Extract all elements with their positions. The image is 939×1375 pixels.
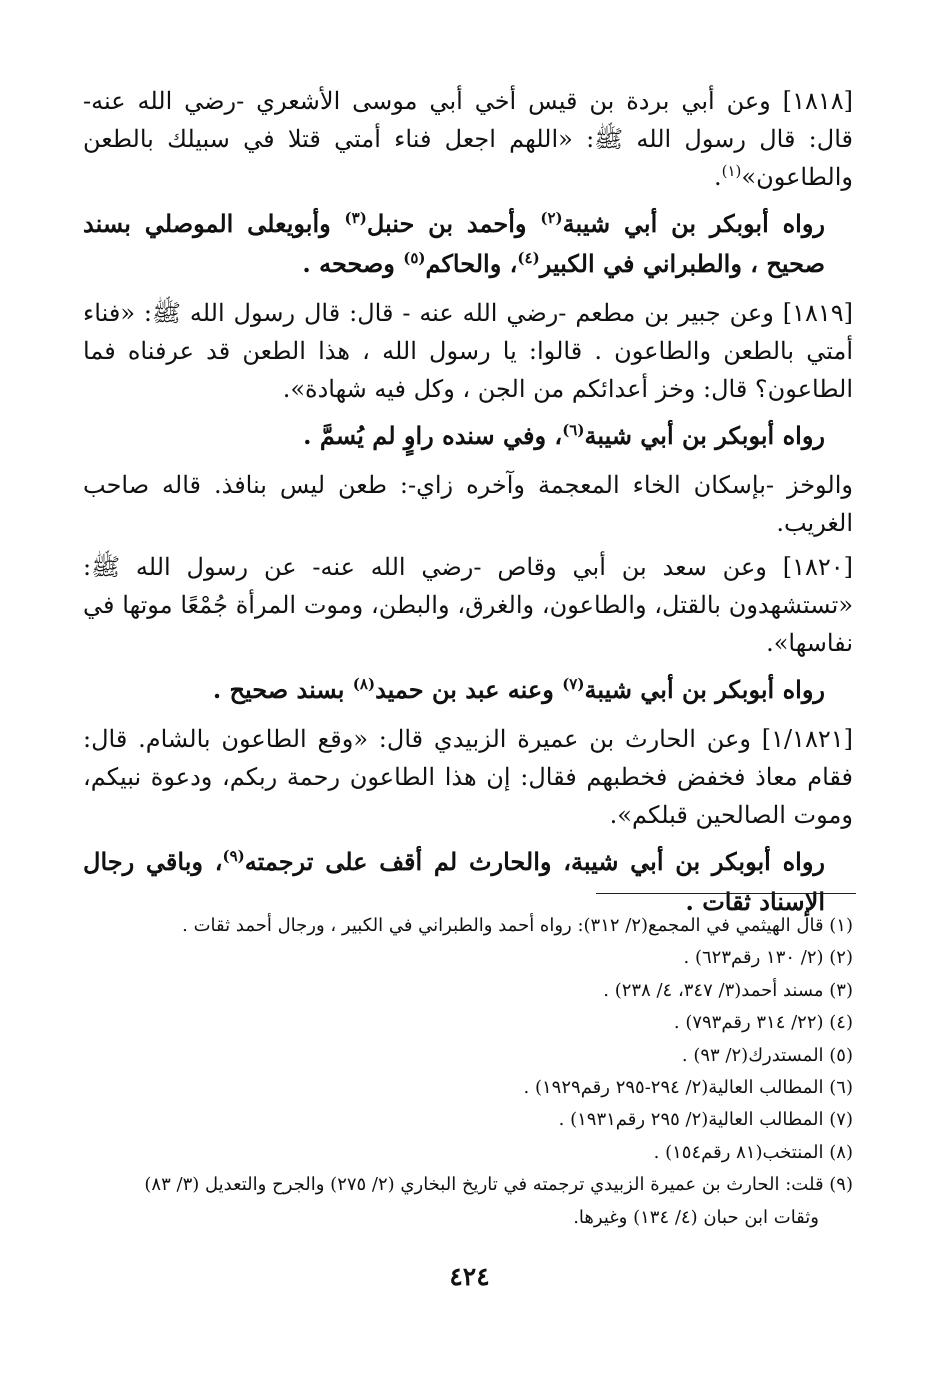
hadith-1818-end: . <box>713 163 722 191</box>
narration-1819 <box>83 416 853 456</box>
footnote-ref-1: (١) <box>721 162 742 180</box>
footnote-7: (٧) المطالب العالية(٢/ ٢٩٥ رقم١٩٣١) . <box>558 1109 853 1131</box>
narration-1818-part-e: وصححه . <box>302 249 404 278</box>
narration-1818-part-a: رواه أبوبكر بن أبي شيبة <box>562 209 826 238</box>
footnote-ref-6: (٦) <box>562 421 585 439</box>
footnote-4: (٤) (٢٢/ ٣١٤ رقم٧٩٣) . <box>673 1012 853 1034</box>
page-number: ٤٢٤ <box>449 1262 490 1291</box>
narration-1818-part-b: وأحمد بن حنبل <box>366 209 541 238</box>
narration-1821-part-b: ، وباقي رجال الإسناد ثقات . <box>83 847 825 916</box>
hadith-1818 <box>83 82 853 196</box>
footnote-ref-2: (٢) <box>540 209 563 227</box>
footnote-ref-3: (٣) <box>344 209 367 227</box>
footnotes <box>83 910 853 1234</box>
narration-1818-part-c: وأبويعلى الموصلي بسند صحيح ، والطبراني في الكبير <box>83 209 825 278</box>
hadith-1820: [١٨٢٠] وعن سعد بن أبي وقاص -رضي الله عنه- عن رسول الله ﷺ: «تستشهدون بالقتل، والطاعون، والغرق، والبطن، وموت المرأة جُمْعًا موتها في نفاسها». <box>83 553 853 657</box>
footnote-8: (٨) المنتخب(٨١ رقم١٥٤) . <box>653 1141 853 1163</box>
footnote-2: (٢) (٢/ ١٣٠ رقم٦٢٣) . <box>683 947 853 969</box>
hadith-1818-text: [١٨١٨] وعن أبي بردة بن قيس أخي أبي موسى الأشعري -رضي الله عنه- قال: قال رسول الله ﷺ: «اللهم اجعل فناء أمتي قتلا في سبيلك بالطعن والطاعون» <box>83 87 853 191</box>
narration-1820-part-c: بسند صحيح . <box>212 675 353 704</box>
main-text <box>83 82 853 932</box>
wakhz-definition: والوخز -بإسكان الخاء المعجمة وآخره زاي-: طعن ليس بنافذ. قاله صاحب الغريب. <box>83 471 853 537</box>
narration-1820 <box>83 670 853 710</box>
narration-1819-part-a: رواه أبوبكر بن أبي شيبة <box>584 421 825 450</box>
narration-1821-part-a: رواه أبوبكر بن أبي شيبة، والحارث لم أقف على ترجمته <box>244 847 825 876</box>
footnote-separator <box>596 893 856 894</box>
narration-1820-part-b: وعنه عبد بن حميد <box>375 675 563 704</box>
footnote-5: (٥) المستدرك(٢/ ٩٣) . <box>681 1044 853 1066</box>
narration-1818-part-d: ، والحاكم <box>425 249 518 278</box>
footnote-3: (٣) مسند أحمد(٣/ ٣٤٧، ٤/ ٢٣٨) . <box>603 979 853 1001</box>
narration-1818 <box>83 204 853 284</box>
footnote-ref-7: (٧) <box>562 675 585 693</box>
footnote-9-continuation: وثقات ابن حبان (٤/ ١٣٤) وغيرها. <box>573 1206 819 1228</box>
hadith-1819: [١٨١٩] وعن جبير بن مطعم -رضي الله عنه - قال: قال رسول الله ﷺ: «فناء أمتي بالطعن والطاعون . قالوا: يا رسول الله ، هذا الطعن قد عرفناه فما الطاعون؟ قال: وخز أعدائكم من الجن ، وكل فيه شهادة». <box>83 299 853 403</box>
footnote-ref-8: (٨) <box>352 675 376 693</box>
footnote-6: (٦) المطالب العالية(٢/ ٢٩٤-٢٩٥ رقم١٩٢٩) . <box>523 1077 853 1099</box>
footnote-ref-4: (٤) <box>517 249 540 267</box>
footnote-9: (٩) قلت: الحارث بن عميرة الزبيدي ترجمته في تاريخ البخاري (٢/ ٢٧٥) والجرح والتعديل (٣/ ٨٣) <box>144 1174 853 1196</box>
hadith-1821: [١/١٨٢١] وعن الحارث بن عميرة الزبيدي قال: «وقع الطاعون بالشام. قال: فقام معاذ فخفض فخطبهم فقال: إن هذا الطاعون رحمة ربكم، ودعوة نبيكم، وموت الصالحين قبلكم». <box>83 725 853 829</box>
narration-1820-part-a: رواه أبوبكر بن أبي شيبة <box>584 675 825 704</box>
footnote-ref-5: (٥) <box>403 249 426 267</box>
footnote-ref-9: (٩) <box>222 847 245 865</box>
narration-1819-part-b: ، وفي سنده راوٍ لم يُسمَّ . <box>303 421 563 450</box>
footnote-1: (١) قال الهيثمي في المجمع(٢/ ٣١٢): رواه أحمد والطبراني في الكبير ، ورجال أحمد ثقات . <box>182 915 853 936</box>
